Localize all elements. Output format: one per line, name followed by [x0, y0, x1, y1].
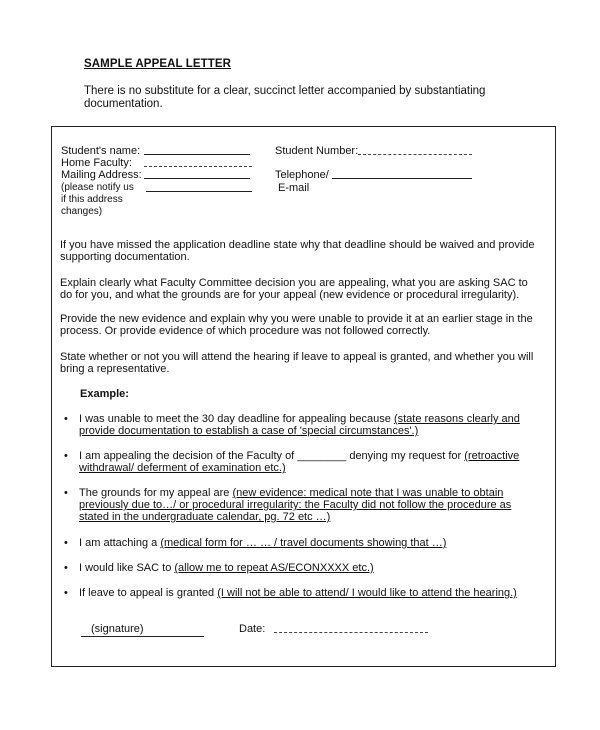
- date-field[interactable]: [274, 623, 428, 633]
- mailing-address-field-2[interactable]: [146, 182, 252, 192]
- home-faculty-field[interactable]: [144, 157, 252, 167]
- bullet-underlined-text: (I will not be able to attend/ I would like to attend the hearing.): [217, 587, 517, 599]
- appeal-form-box: [51, 126, 556, 667]
- bullet-underlined-text: stated in the undergraduate calendar, pg. 72 etc …): [79, 511, 331, 523]
- bullet-text: denying my request for: [346, 450, 465, 462]
- faculty-blank: ________: [297, 450, 347, 462]
- bullet-icon: •: [64, 487, 68, 499]
- email-label: E-mail: [278, 182, 310, 194]
- bullet-text: I would like SAC to: [79, 562, 175, 574]
- telephone-label: Telephone/: [275, 169, 329, 181]
- bullet-underlined-text: withdrawal/ deferment of examination etc.): [79, 462, 286, 474]
- instruction-evidence: Provide the new evidence and explain why you were unable to provide it at an earlier stage in the process. Or provide evidence of which procedure was not followed correctly.: [60, 313, 533, 337]
- bullet-text: The grounds for my appeal are: [79, 487, 233, 499]
- notify-note-3: changes): [61, 206, 103, 217]
- bullet-underlined-text: previously due to…/ or procedural irregularity: the Faculty did not follow the procedure as: [79, 499, 512, 511]
- bullet-text: I was unable to meet the 30 day deadline for appealing because: [79, 413, 394, 425]
- example-label: Example:: [80, 388, 129, 400]
- instruction-decision: Explain clearly what Faculty Committee decision you are appealing, what you are asking SAC to do for you, and what the grounds are for your appeal (new evidence or procedural irregularity).: [60, 277, 528, 301]
- bullet-underlined-text: (allow me to repeat AS/ECONXXXX etc.): [174, 562, 374, 574]
- bullet-text: I am attaching a: [79, 537, 161, 549]
- notify-note-2: if this address: [61, 194, 123, 205]
- bullet-underlined-text: (new evidence: medical note that I was unable to obtain: [232, 487, 504, 499]
- instruction-hearing: State whether or not you will attend the hearing if leave to appeal is granted, and whether you will bring a representative.: [60, 351, 534, 375]
- mailing-address-field-1[interactable]: [144, 169, 250, 179]
- bullet-underlined-text: (state reasons clearly and: [393, 413, 520, 425]
- bullet-underlined-text: (medical form for … … / travel documents showing that …): [160, 537, 447, 549]
- telephone-field[interactable]: [332, 169, 472, 179]
- notify-note-1: (please notify us: [61, 182, 134, 193]
- bullet-underlined-text: provide documentation to establish a case of 'special circumstances'.): [79, 425, 419, 437]
- student-number-field[interactable]: [358, 145, 472, 155]
- intro-text: There is no substitute for a clear, succinct letter accompanied by substantiating documentation.: [84, 85, 486, 110]
- bullet-icon: •: [64, 537, 68, 549]
- student-name-label: Student's name:: [61, 145, 141, 157]
- student-name-field[interactable]: [144, 145, 250, 155]
- bullet-icon: •: [64, 587, 68, 599]
- date-label: Date:: [239, 623, 266, 635]
- bullet-icon: •: [64, 562, 68, 574]
- bullet-icon: •: [64, 413, 68, 425]
- home-faculty-label: Home Faculty:: [61, 157, 132, 169]
- bullet-text: I am appealing the decision of the Faculty of: [79, 450, 298, 462]
- student-number-label: Student Number:: [275, 145, 359, 157]
- page-title: SAMPLE APPEAL LETTER: [84, 58, 232, 70]
- mailing-address-label: Mailing Address:: [61, 169, 142, 181]
- signature-label: (signature): [91, 623, 144, 635]
- bullet-text: If leave to appeal is granted: [79, 587, 218, 599]
- bullet-underlined-text: (retroactive: [464, 450, 520, 462]
- instruction-deadline: If you have missed the application deadline state why that deadline should be waived and provide supporting documentation.: [60, 239, 535, 263]
- bullet-icon: •: [64, 450, 68, 462]
